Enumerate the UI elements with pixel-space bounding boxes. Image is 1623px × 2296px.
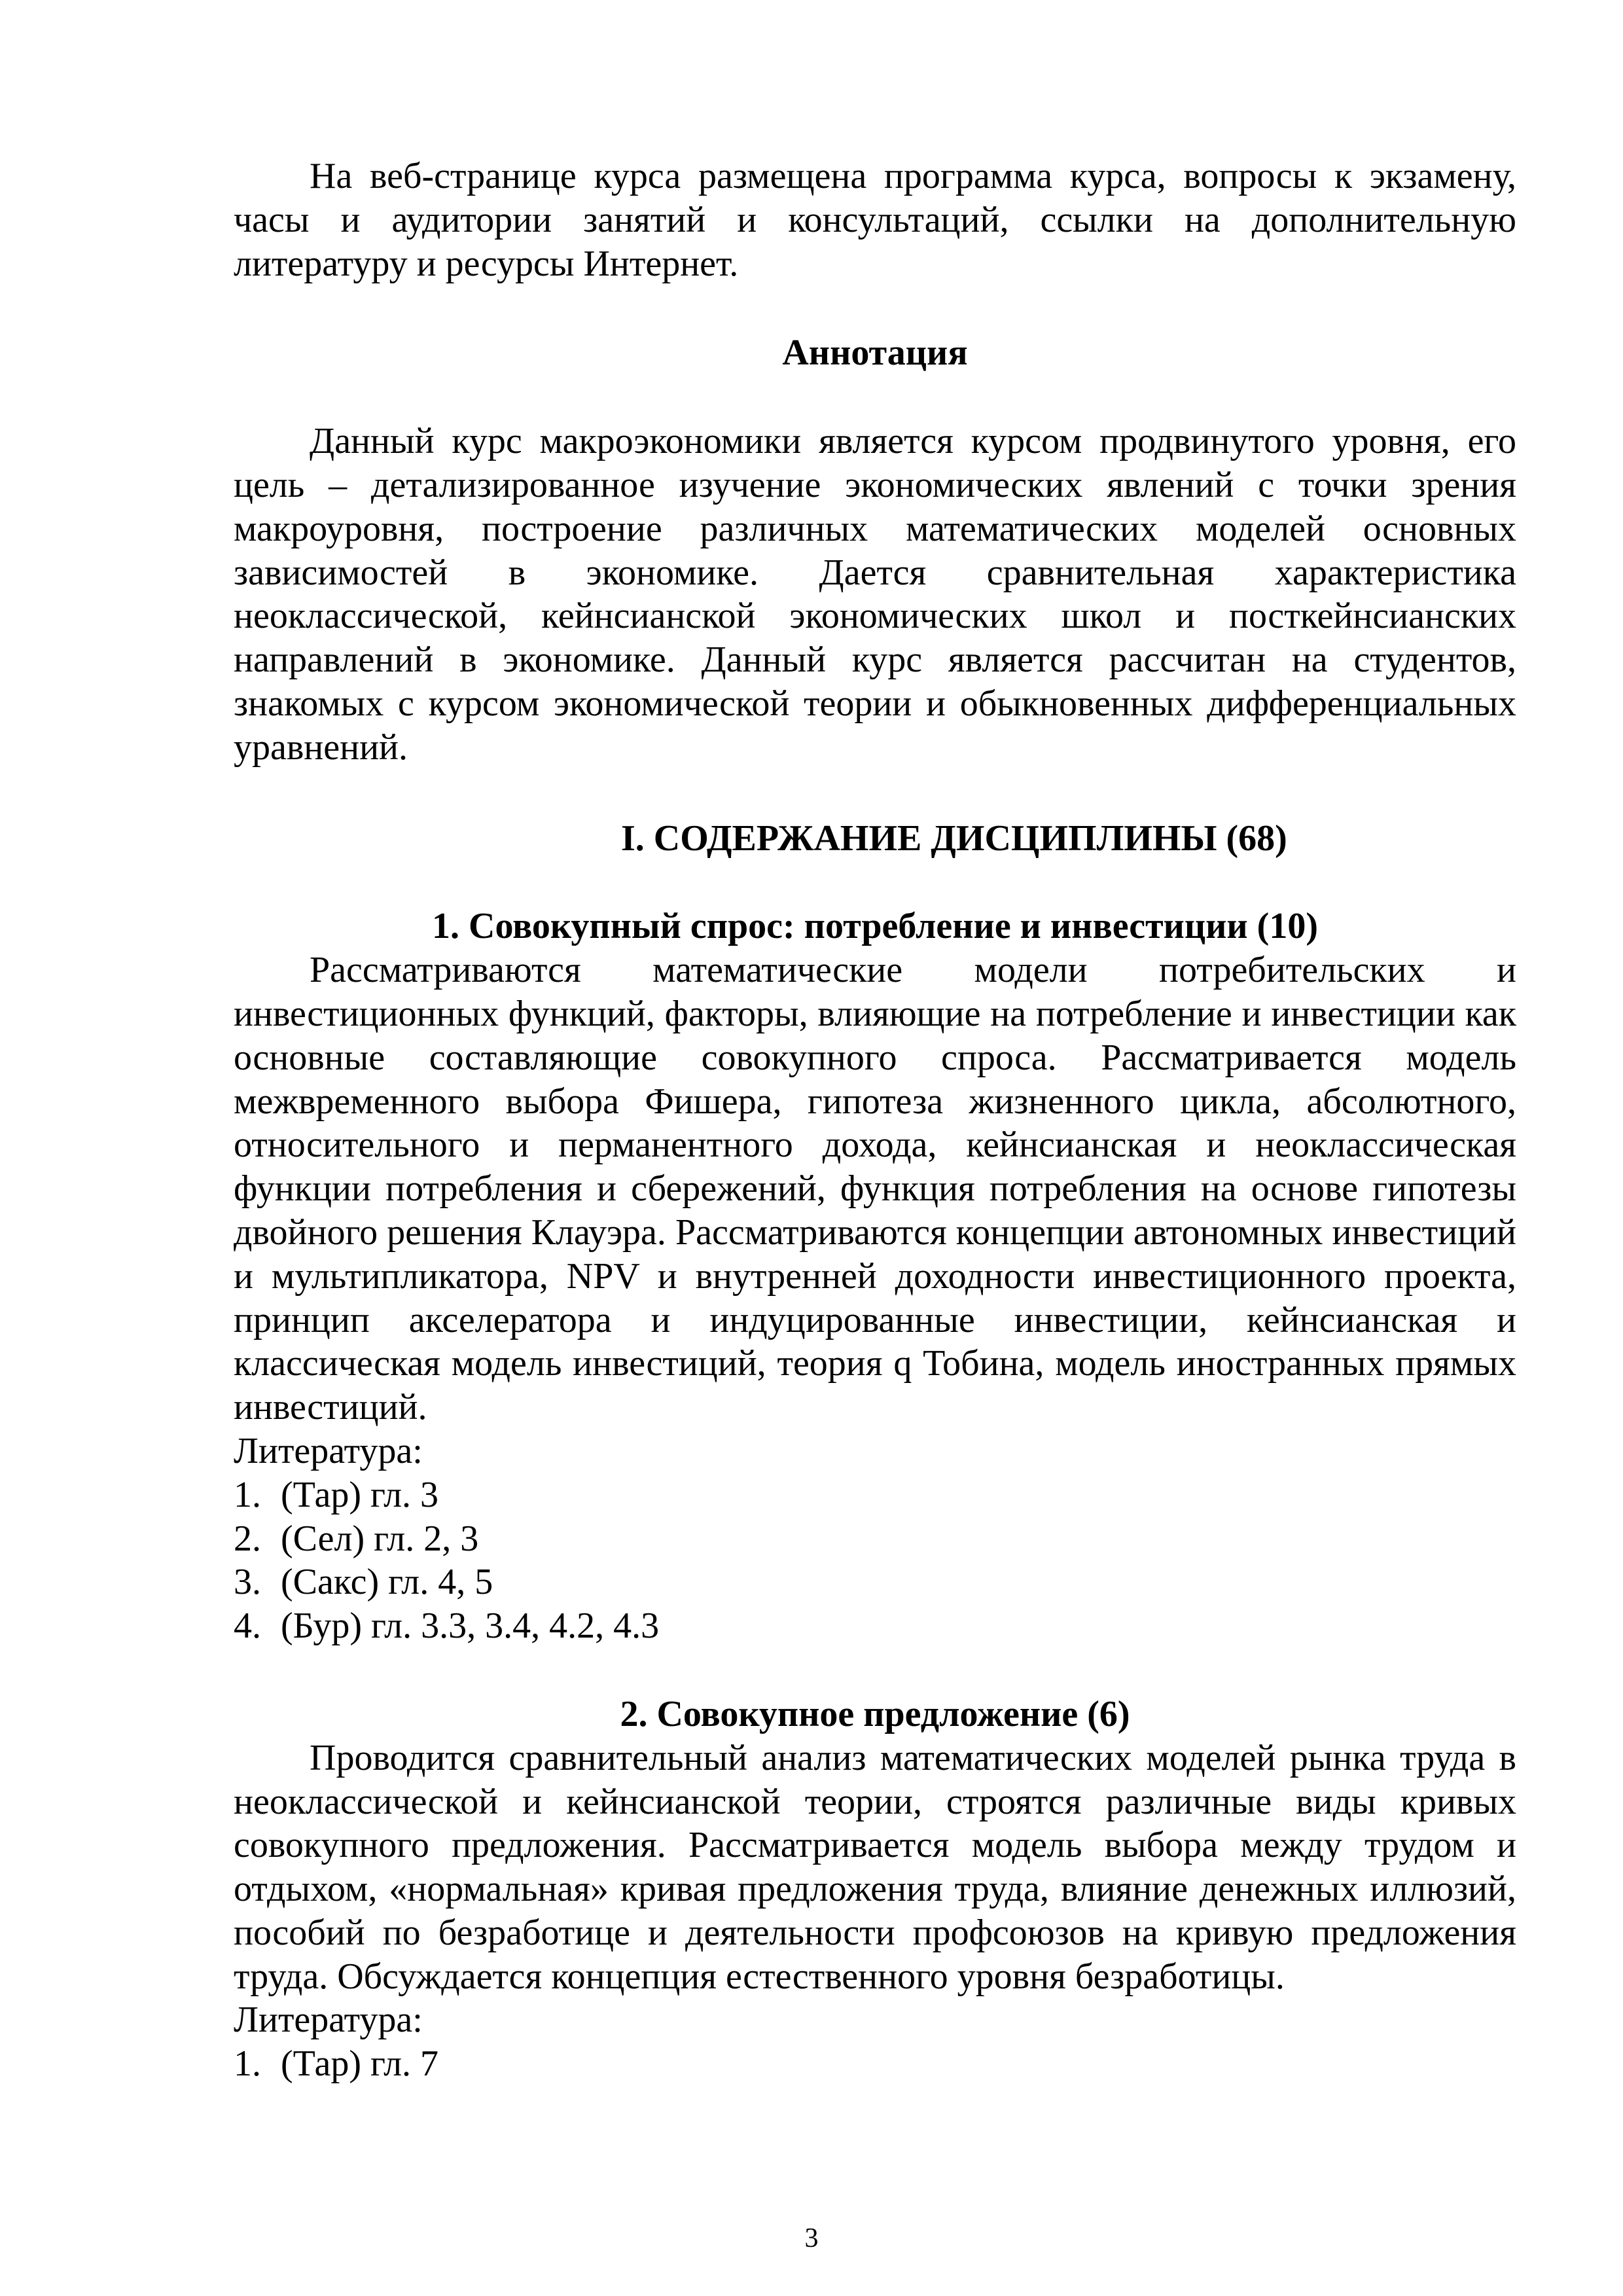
topic2-literature-label: Литература: — [234, 2000, 423, 2041]
topic2-paragraph: Проводится сравнительный анализ математических моделей рынка труда в неоклассической и кейнсианской теории, строятся различные виды кривых совокупного предложения. Рассматривается модель выбора между трудом и отдыхом, «нормальная» кривая предложения труда, влияние денежных иллюзий, пособий по безработице и деятельности профсоюзов на кривую предложения труда. Обсуждается концепция естественного уровня безработицы. — [234, 1737, 1516, 1997]
literature-item — [234, 1560, 1516, 1604]
literature-item-text: (Тар) гл. 7 — [281, 2043, 439, 2085]
literature-item — [234, 1604, 1516, 1648]
section-title: I. СОДЕРЖАНИЕ ДИСЦИПЛИНЫ (68) — [621, 817, 1287, 859]
topic2-literature-list — [234, 2042, 1516, 2086]
literature-item — [234, 2042, 1516, 2086]
topic1-title: 1. Совокупный спрос: потребление и инвестиции (10) — [432, 906, 1318, 947]
literature-item-number: 1. — [234, 2043, 261, 2085]
literature-item-text: (Тар) гл. 3 — [281, 1474, 439, 1515]
literature-item-text: (Сакс) гл. 4, 5 — [281, 1562, 493, 1603]
document-page — [234, 154, 1516, 2086]
annotation-title: Аннотация — [782, 332, 968, 374]
literature-item-number: 4. — [234, 1605, 261, 1647]
topic2-title: 2. Совокупное предложение (6) — [620, 1693, 1130, 1734]
topic1-literature-label: Литература: — [234, 1430, 423, 1471]
literature-item-number: 2. — [234, 1518, 261, 1559]
topic1-literature-list — [234, 1473, 1516, 1648]
page-number: 3 — [804, 2223, 819, 2253]
literature-item — [234, 1517, 1516, 1561]
literature-item — [234, 1473, 1516, 1517]
topic1-paragraph: Рассматриваются математические модели потребительских и инвестиционных функций, факторы, влияющие на потребление и инвестиции как основные составляющие совокупного спроса. Рассматривается модель межвременного выбора Фишера, гипотеза жизненного цикла, абсолютного, относительного и перманентного дохода, кейнсианская и неоклассическая функции потребления и сбережений, функция потребления на основе гипотезы двойного решения Клауэра. Рассматриваются концепции автономных инвестиций и мультипликатора, NPV и внутренней доходности инвестиционного проекта, принцип акселератора и индуцированные инвестиции, кейнсианская и классическая модель инвестиций, теория q Тобина, модель иностранных прямых инвестиций. — [234, 950, 1516, 1428]
intro-paragraph: На веб-странице курса размещена программа курса, вопросы к экзамену, часы и аудитории занятий и консультаций, ссылки на дополнительную литературу и ресурсы Интернет. — [234, 156, 1516, 284]
literature-item-number: 1. — [234, 1474, 261, 1515]
literature-item-number: 3. — [234, 1562, 261, 1603]
literature-item-text: (Бур) гл. 3.3, 3.4, 4.2, 4.3 — [281, 1605, 660, 1647]
literature-item-text: (Сел) гл. 2, 3 — [281, 1518, 479, 1559]
annotation-paragraph: Данный курс макроэкономики является курсом продвинутого уровня, его цель – детализированное изучение экономических явлений с точки зрения макроуровня, построение различных математических моделей основных зависимостей в экономике. Дается сравнительная характеристика неоклассической, кейнсианской экономических школ и посткейнсианских направлений в экономике. Данный курс является рассчитан на студентов, знакомых с курсом экономической теории и обыкновенных дифференциальных уравнений. — [234, 421, 1516, 768]
